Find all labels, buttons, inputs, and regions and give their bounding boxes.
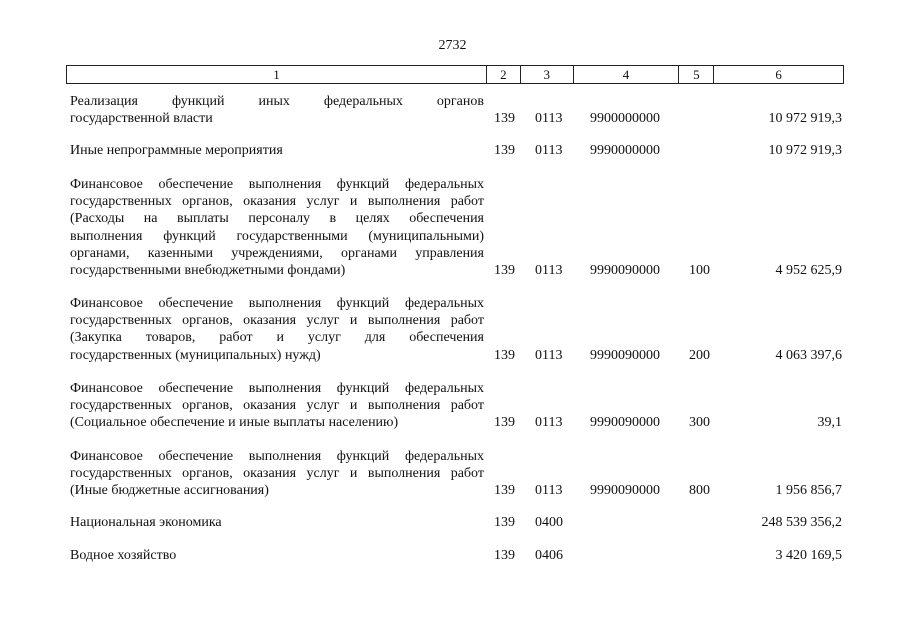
- row-name-line: Финансовое обеспечение выполнения функций федеральных: [70, 381, 484, 396]
- row-name-line: Реализация функций иных федеральных органов: [70, 94, 484, 109]
- row-name-line: государственных органов, оказания услуг и выполнения работ: [70, 313, 484, 329]
- section-code: 0113: [535, 142, 563, 158]
- amount: 3 420 169,5: [775, 547, 842, 563]
- header-col-4: 4: [574, 66, 680, 83]
- row-name-line: (Расходы на выплаты персоналу в целях обеспечения: [70, 211, 484, 227]
- expense-type-code: 800: [689, 483, 710, 499]
- section-code: 0113: [535, 415, 563, 431]
- row-name-line: государственных органов, оказания услуг и выполнения работ: [70, 466, 484, 482]
- section-code: 0400: [535, 514, 563, 530]
- section-code: 0113: [535, 262, 563, 278]
- row-name-line: (Социальное обеспечение и иные выплаты населению): [70, 415, 399, 431]
- table-row: [66, 547, 844, 564]
- row-name-line: государственных органов, оказания услуг и выполнения работ: [70, 194, 484, 210]
- amount: 10 972 919,3: [768, 142, 842, 158]
- row-name: [70, 514, 484, 531]
- row-name-line: Национальная экономика: [70, 515, 222, 530]
- target-code: 9990090000: [590, 262, 660, 278]
- row-name: [70, 295, 484, 364]
- row-name-line: (Иные бюджетные ассигнования): [70, 483, 269, 499]
- row-name-line: государственных органов, оказания услуг и выполнения работ: [70, 398, 484, 414]
- admin-code: 139: [494, 347, 515, 363]
- admin-code: 139: [494, 142, 515, 158]
- amount: 39,1: [817, 415, 842, 431]
- amount: 1 956 856,7: [775, 483, 842, 499]
- row-name-line: Финансовое обеспечение выполнения функций федеральных: [70, 296, 484, 311]
- amount: 4 063 397,6: [775, 347, 842, 363]
- row-name-line: выполнения функций государственными (муниципальными): [70, 228, 484, 244]
- admin-code: 139: [494, 514, 515, 530]
- expense-type-code: 200: [689, 347, 710, 363]
- row-name-line: государственных (муниципальных) нужд): [70, 347, 321, 363]
- section-code: 0113: [535, 347, 563, 363]
- row-name-line: Иные непрограммные мероприятия: [70, 143, 283, 158]
- header-col-5: 5: [679, 66, 714, 83]
- header-col-6: 6: [775, 67, 782, 82]
- target-code: 9900000000: [590, 111, 660, 127]
- row-name: [70, 547, 484, 564]
- table-row: [66, 514, 844, 531]
- table-header: [66, 65, 844, 84]
- row-name-line: (Закупка товаров, работ и услуг для обеспечения: [70, 330, 484, 346]
- admin-code: 139: [494, 262, 515, 278]
- amount: 4 952 625,9: [775, 262, 842, 278]
- row-name-line: государственными внебюджетными фондами): [70, 263, 346, 279]
- row-name-line: государственной власти: [70, 111, 213, 127]
- admin-code: 139: [494, 483, 515, 499]
- admin-code: 139: [494, 547, 515, 563]
- page-number: 2732: [438, 38, 467, 53]
- table-row: [66, 295, 844, 364]
- row-name-line: Водное хозяйство: [70, 548, 177, 563]
- row-name: [70, 142, 484, 159]
- row-name: [70, 93, 484, 127]
- header-col-3: 3: [521, 66, 574, 83]
- target-code: 9990090000: [590, 415, 660, 431]
- table-row: [66, 176, 844, 279]
- admin-code: 139: [494, 415, 515, 431]
- section-code: 0113: [535, 483, 563, 499]
- admin-code: 139: [494, 111, 515, 127]
- table-row: [66, 142, 844, 159]
- row-name-line: Финансовое обеспечение выполнения функций федеральных: [70, 449, 484, 464]
- row-name: [70, 380, 484, 432]
- section-code: 0406: [535, 547, 563, 563]
- amount: 248 539 356,2: [761, 514, 842, 530]
- header-col-2: 2: [487, 66, 521, 83]
- row-name: [70, 448, 484, 500]
- row-name: [70, 176, 484, 279]
- amount: 10 972 919,3: [768, 111, 842, 127]
- header-col-1: 1: [67, 66, 487, 83]
- expense-type-code: 100: [689, 262, 710, 278]
- table-row: [66, 448, 844, 500]
- target-code: 9990090000: [590, 483, 660, 499]
- row-name-line: органами, казенными учреждениями, органами управления: [70, 245, 484, 261]
- table-row: [66, 380, 844, 432]
- expense-type-code: 300: [689, 415, 710, 431]
- row-name-line: Финансовое обеспечение выполнения функций федеральных: [70, 177, 484, 192]
- target-code: 9990090000: [590, 347, 660, 363]
- table-row: [66, 93, 844, 127]
- section-code: 0113: [535, 111, 563, 127]
- target-code: 9990000000: [590, 142, 660, 158]
